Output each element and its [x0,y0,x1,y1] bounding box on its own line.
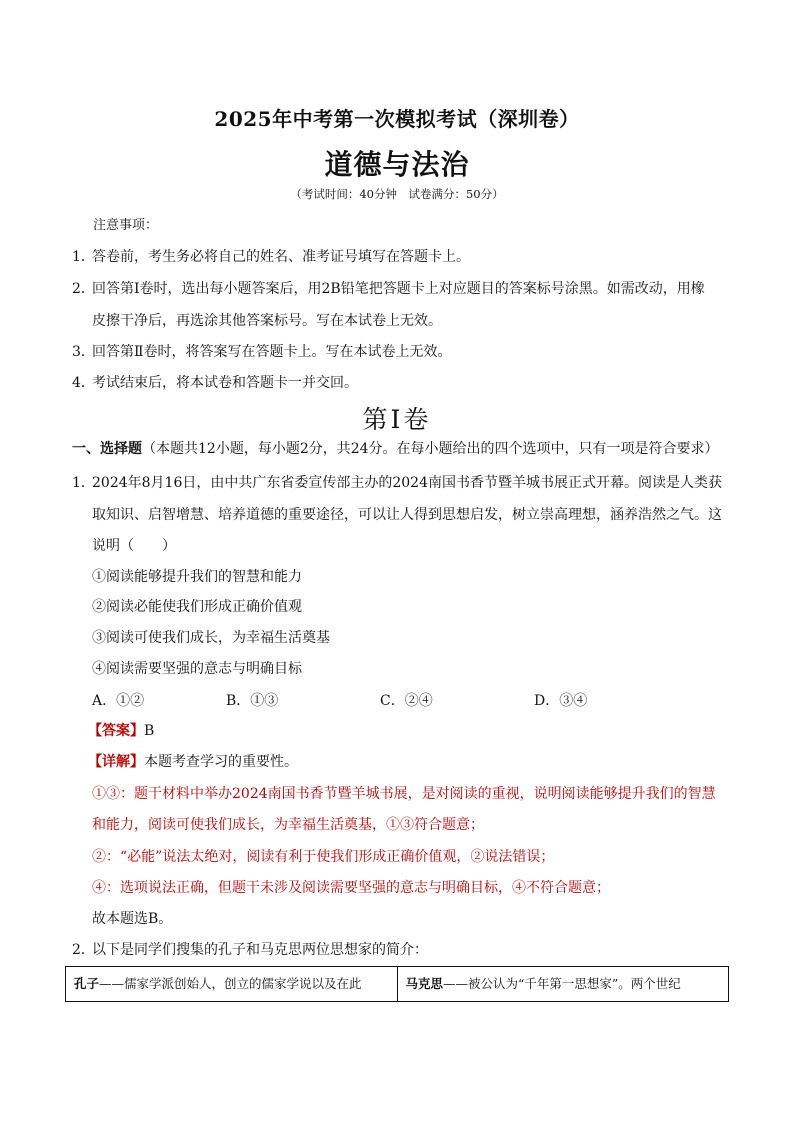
answer-tag: 【答案】 [88,723,144,739]
thinker-cell-marx [397,967,729,1001]
subject-title: 道德与法治 [324,148,470,181]
note-item [72,279,705,299]
note-text-continued: 皮擦干净后，再选涂其他答案标号。写在本试卷上无效。 [92,313,442,329]
question-stem [72,473,722,493]
thinker-cell-confucius [66,967,397,1001]
option-a: A．①② [92,693,145,709]
statement: ①阅读能够提升我们的智慧和能力 [92,569,302,585]
question-stem-line: 说明（ ） [92,538,176,554]
statement: ③阅读可使我们成长，为幸福生活奠基 [92,630,330,646]
thinker-name: 孔子 [74,976,100,991]
note-item [72,373,358,393]
exam-info: （考试时间：40分钟 试卷满分：50分） [290,187,504,201]
note-item [72,247,470,267]
explanation-line: ④：选项说法正确，但题干未涉及阅读需要坚强的意志与明确目标，④不符合题意； [92,880,610,896]
notes-heading: 注意事项： [93,218,159,233]
thinker-desc: ——被公认为“千年第一思想家”。两个世纪 [443,976,681,991]
thinker-name: 马克思 [405,976,444,991]
question-stem [72,940,428,960]
question-number: 2． [72,942,95,958]
note-number: 1． [72,249,95,265]
conclusion: 故本题选B。 [92,911,173,927]
statement: ④阅读需要坚强的意志与明确目标 [92,661,302,677]
note-text: 回答第Ⅱ卷时，将答案写在答题卡上。写在本试卷上无效。 [92,344,452,360]
explanation-line: ②：“必能”说法太绝对，阅读有利于使我们形成正确价值观，②说法错误； [92,849,555,865]
choice-heading-label: 一、选择题 [72,441,142,457]
section-title: 第Ⅰ卷 [362,405,432,434]
statement: ②阅读必能使我们形成正确价值观 [92,599,302,615]
answer-value: B [144,723,155,739]
explanation-line: ①③：题干材料中举办2024南国书香节暨羊城书展，是对阅读的重视，说明阅读能够提升我们的智慧 [92,786,716,802]
note-text: 考试结束后，将本试卷和答题卡一并交回。 [92,375,358,391]
option-c: C．②④ [380,693,433,709]
question-number: 1． [72,475,95,491]
question-stem-line: 取知识、启智增慧、培养道德的重要途径，可以让人得到思想启发，树立崇高理想，涵养浩然之气。这 [92,507,722,523]
option-d: D．③④ [534,693,588,709]
detail-tag: 【详解】 [88,754,144,770]
exam-title: 2025年中考第一次模拟考试（深圳卷） [214,107,580,131]
note-number: 3． [72,344,95,360]
detail-line [88,752,298,772]
note-text: 答卷前，考生务必将自己的姓名、准考证号填写在答题卡上。 [92,249,470,265]
answer-line [88,721,154,741]
thinker-table [65,966,729,1002]
option-b: B．①③ [226,693,279,709]
choice-heading-desc: （本题共12小题，每小题2分，共24分。在每小题给出的四个选项中，只有一项是符合要求） [142,441,719,457]
question-stem-line: 2024年8月16日，由中共广东省委宣传部主办的2024南国书香节暨羊城书展正式开幕。阅读是人类获 [92,475,722,491]
choice-section-heading [72,439,719,459]
detail-text: 本题考查学习的重要性。 [144,754,298,770]
question-stem-line: 以下是同学们搜集的孔子和马克思两位思想家的简介： [92,942,428,958]
note-number: 2． [72,281,95,297]
explanation-line: 和能力，阅读可使我们成长，为幸福生活奠基，①③符合题意； [92,817,484,833]
note-item [72,342,452,362]
thinker-desc: ——儒家学派创始人，创立的儒家学说以及在此 [99,976,362,991]
note-number: 4． [72,375,95,391]
note-text: 回答第Ⅰ卷时，选出每小题答案后，用2B铅笔把答题卡上对应题目的答案标号涂黑。如需改动，用橡 [92,281,705,297]
